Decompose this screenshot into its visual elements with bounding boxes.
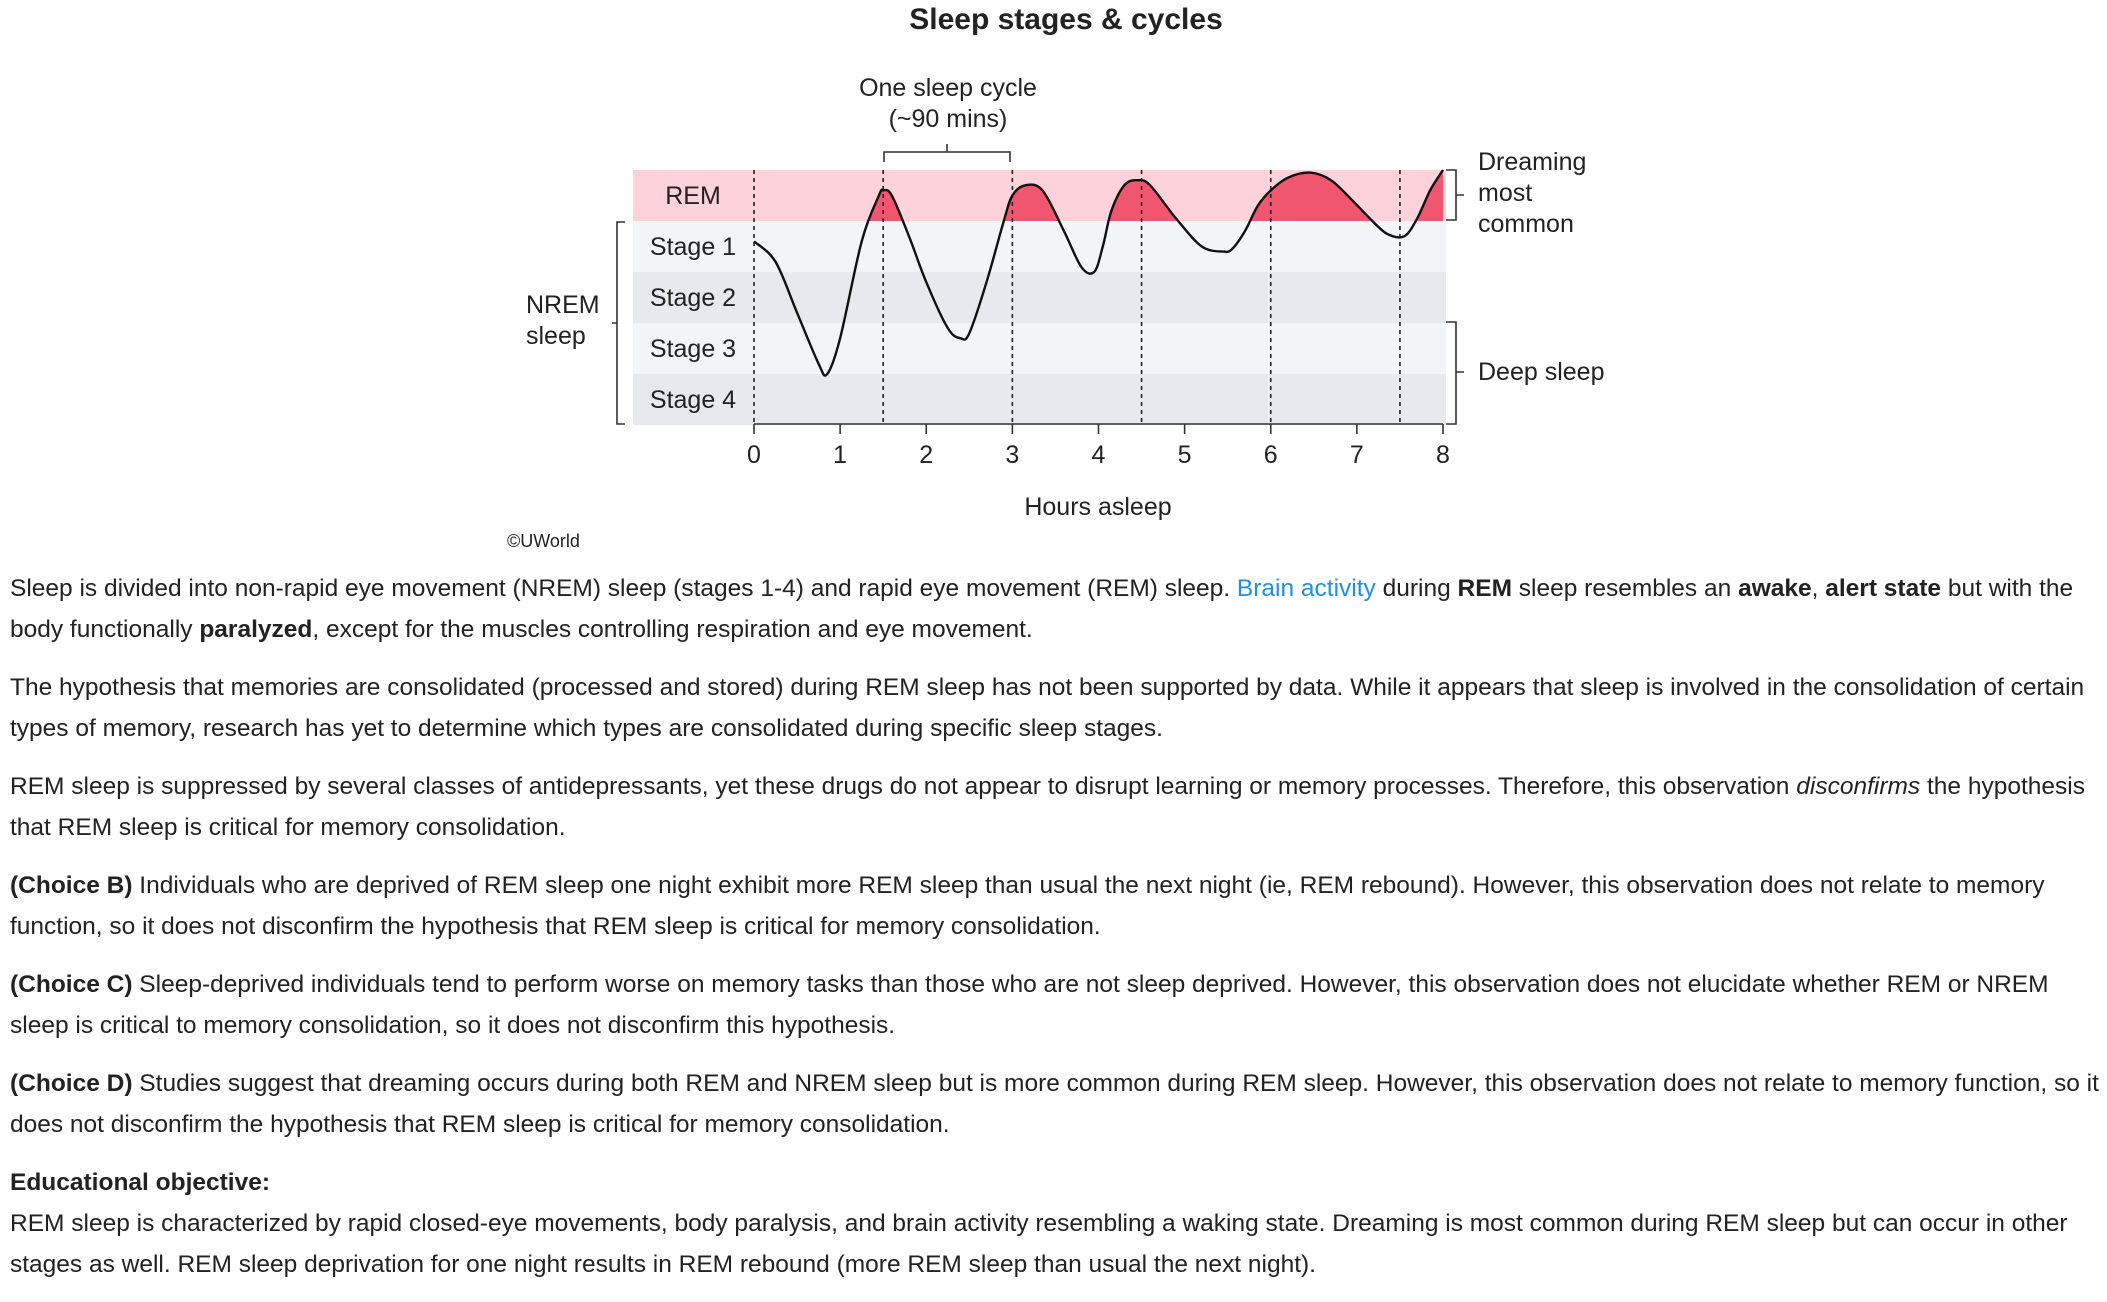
x-tick-label: 3 — [1005, 441, 1020, 469]
x-axis — [747, 424, 1450, 469]
p1-text-4: , — [1811, 575, 1826, 602]
copyright-text: ©UWorld — [507, 531, 580, 551]
brain-activity-link[interactable]: Brain activity — [1236, 575, 1376, 602]
p1-bold-paralyzed: paralyzed — [199, 616, 313, 643]
paragraph-choice-b — [10, 865, 2100, 947]
p1-bold-rem: REM — [1457, 575, 1512, 602]
nrem-label-line1: NREM — [526, 291, 600, 319]
choice-d-text: Studies suggest that dreaming occurs during both REM and NREM sleep but is more common during REM sleep. However, this observation does not relate to memory function, so it does not disconfirm the hypothesis that REM sleep is critical for memory consolidation. — [10, 1070, 2099, 1138]
paragraph-rem-overview — [10, 568, 2100, 650]
p1-bold-alert-state: alert state — [1825, 575, 1942, 602]
x-tick-label: 7 — [1349, 441, 1364, 469]
educational-objective-text: REM sleep is characterized by rapid closed-eye movements, body paralysis, and brain activity resembling a waking state. Dreaming is most common during REM sleep but can occur in other stages as well. REM sleep deprivation for one night results in REM rebound (more REM sleep than usual the next night). — [10, 1210, 2068, 1278]
band-label-stage-2: Stage 2 — [649, 284, 737, 312]
paragraph-choice-d — [10, 1063, 2100, 1145]
nrem-label-line2: sleep — [526, 322, 586, 350]
sleep-stages-chart — [0, 0, 2107, 560]
choice-d-label: (Choice D) — [10, 1070, 133, 1097]
p1-text-5: but with the body functionally — [10, 575, 2074, 643]
nrem-bracket — [612, 222, 625, 424]
dreaming-bracket — [1446, 170, 1464, 220]
band-label-rem: REM — [665, 182, 721, 210]
p3-text-1: REM sleep is suppressed by several classes of antidepressants, yet these drugs do not appear to disrupt learning or memory processes. Therefore, this observation — [10, 773, 1797, 800]
choice-b-text: Individuals who are deprived of REM sleep one night exhibit more REM sleep than usual the next night (ie, REM rebound). However, this observation does not relate to memory function, so it does not disconfirm the hypothesis that REM sleep is critical for memory consolidation. — [10, 872, 2045, 940]
choice-b-label: (Choice B) — [10, 872, 133, 899]
choice-c-text: Sleep-deprived individuals tend to perform worse on memory tasks than those who are not sleep deprived. However, this observation does not elucidate whether REM or NREM sleep is critical to memory consolidation, so it does not disconfirm this hypothesis. — [10, 971, 2049, 1039]
cycle-label-line1: One sleep cycle — [859, 74, 1037, 102]
paragraph-choice-c — [10, 964, 2100, 1046]
paragraph-hypothesis: The hypothesis that memories are consolidated (processed and stored) during REM sleep has not been supported by data. While it appears that sleep is involved in the consolidation of certain types of memory, research has yet to determine which types are consolidated during specific sleep stages. — [10, 674, 2085, 742]
cycle-label-line2: (~90 mins) — [888, 105, 1008, 133]
p3-text-2: the hypothesis that REM sleep is critical for memory consolidation. — [10, 773, 2085, 841]
cycle-bracket — [884, 144, 1010, 162]
band-stage-4 — [633, 374, 1446, 425]
p1-text-2: during — [1375, 575, 1458, 602]
deep-sleep-label: Deep sleep — [1478, 358, 1605, 386]
deep-sleep-bracket — [1446, 322, 1464, 424]
band-stage-1 — [633, 221, 1446, 272]
p3-italic-disconfirms: disconfirms — [1796, 773, 1921, 800]
band-label-stage-3: Stage 3 — [649, 335, 737, 363]
paragraph-antidepressants — [10, 766, 2100, 848]
p1-text-6: , except for the muscles controlling respiration and eye movement. — [312, 616, 1033, 643]
choice-c-label: (Choice C) — [10, 971, 133, 998]
x-tick-label: 4 — [1091, 441, 1106, 469]
explanation-section — [10, 568, 2100, 1302]
band-label-stage-4: Stage 4 — [649, 386, 737, 414]
x-tick-label: 2 — [919, 441, 934, 469]
band-label-stage-1: Stage 1 — [649, 233, 737, 261]
x-tick-label: 1 — [833, 441, 848, 469]
p1-bold-awake: awake — [1738, 575, 1812, 602]
x-tick-label: 6 — [1263, 441, 1278, 469]
x-tick-label: 8 — [1436, 441, 1450, 469]
x-tick-label: 5 — [1177, 441, 1192, 469]
educational-objective-heading: Educational objective: — [10, 1169, 271, 1196]
x-axis-label: Hours asleep — [1024, 493, 1172, 521]
p1-text-3: sleep resembles an — [1511, 575, 1739, 602]
p1-text-1: Sleep is divided into non-rapid eye movement (NREM) sleep (stages 1-4) and rapid eye movement (REM) sleep. — [10, 575, 1237, 602]
dreaming-label-line2: most — [1478, 179, 1533, 207]
band-stage-2 — [633, 272, 1446, 323]
sleep-stages-figure — [0, 0, 2107, 560]
dreaming-label-line1: Dreaming — [1478, 148, 1587, 176]
band-stage-3 — [633, 323, 1446, 374]
x-tick-label: 0 — [747, 441, 761, 469]
chart-title: Sleep stages & cycles — [909, 3, 1223, 36]
dreaming-label-line3: common — [1478, 210, 1574, 238]
